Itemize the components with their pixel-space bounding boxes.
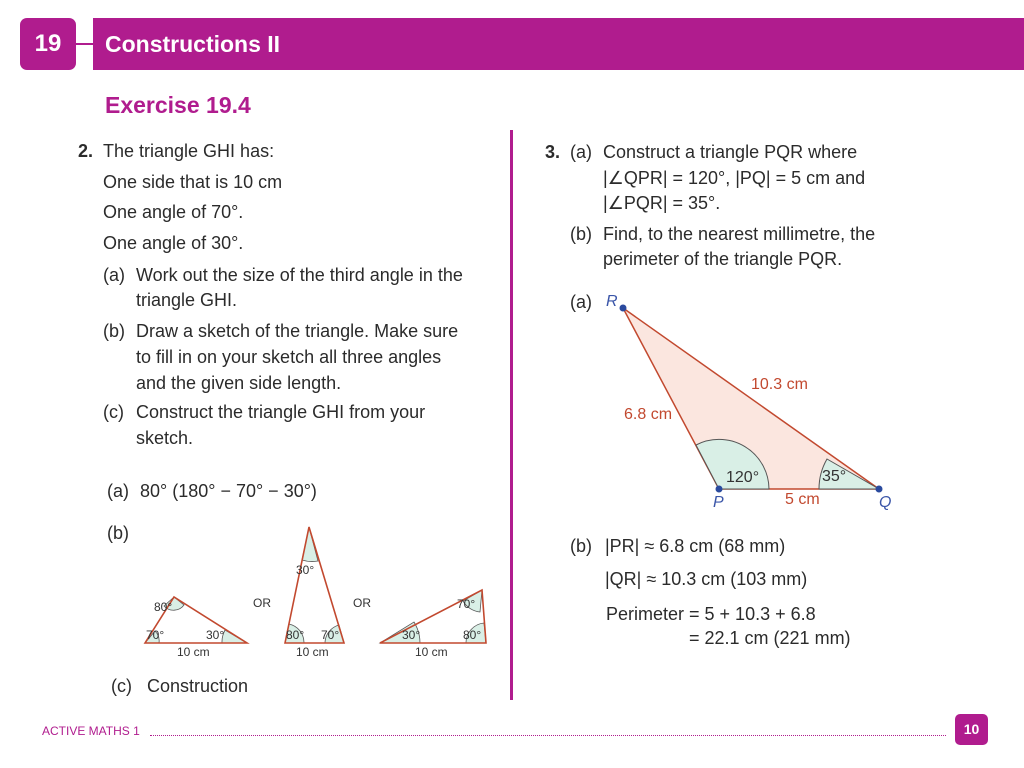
q3-perimeter-line-2: = 22.1 cm (221 mm)	[689, 628, 851, 648]
vertex-r-dot	[620, 305, 627, 312]
chapter-number: 19	[20, 18, 76, 70]
sketch2-base-label: 10 cm	[296, 645, 329, 659]
q3-number: 3.	[545, 142, 561, 162]
q2-part-b-line-3: and the given side length.	[136, 373, 342, 393]
side-pq-label: 5 cm	[785, 491, 820, 508]
sketch1-angle-right-label: 30°	[206, 628, 225, 642]
q2-number: 2.	[78, 141, 94, 161]
q2-answer-c-text: Construction	[147, 676, 249, 696]
q3-part-b-line-1: Find, to the nearest millimetre, the	[603, 224, 876, 244]
q2-part-b-line-2: to fill in on your sketch all three angles	[136, 347, 442, 367]
q3-answer-pr: |PR| ≈ 6.8 cm (68 mm)	[605, 536, 786, 556]
q2-line-4: One angle of 30°.	[103, 233, 244, 253]
vertex-r-label: R	[606, 293, 618, 310]
q2-part-b-line-1: Draw a sketch of the triangle. Make sure	[136, 321, 459, 341]
q3-perimeter-line-1: Perimeter = 5 + 10.3 + 6.8	[606, 604, 816, 624]
vertex-p-dot	[716, 486, 723, 493]
q2-part-c-line-2: sketch.	[136, 428, 194, 448]
q3-part-b-label: (b)	[570, 224, 592, 244]
or-label-1: OR	[253, 596, 271, 610]
vertex-q-dot	[876, 486, 883, 493]
q2-line-3: One angle of 70°.	[103, 202, 244, 222]
sketch3-angle-right-label: 80°	[463, 628, 482, 642]
vertex-p-label: P	[713, 494, 724, 511]
exercise-title: Exercise 19.4	[105, 92, 251, 118]
angle-q-label: 35°	[822, 468, 847, 485]
sketch1-angle-left-label: 70°	[146, 628, 165, 642]
q3-part-a-label: (a)	[570, 142, 592, 162]
or-label-2: OR	[353, 596, 371, 610]
q2-part-a-line-1: Work out the size of the third angle in the	[136, 265, 463, 285]
q2-part-a-line-2: triangle GHI.	[136, 290, 238, 310]
q3-answer-b-label: (b)	[570, 536, 592, 556]
vertex-q-label: Q	[879, 494, 892, 511]
side-qr-label: 10.3 cm	[751, 376, 808, 393]
q2-answer-c-label: (c)	[111, 676, 132, 696]
q3-part-b-line-2: perimeter of the triangle PQR.	[603, 249, 843, 269]
header-connector	[76, 43, 93, 45]
q2-answer-a-label: (a)	[107, 481, 129, 501]
q3-answer-qr: |QR| ≈ 10.3 cm (103 mm)	[605, 569, 808, 589]
sketch2-angle-top-label: 30°	[296, 563, 315, 577]
q2-part-b-label: (b)	[103, 321, 125, 341]
q3-part-a-line-3: |∠PQR| = 35°.	[603, 193, 721, 213]
side-pr-label: 6.8 cm	[624, 406, 673, 423]
page-number: 10	[955, 714, 988, 745]
q3-diagram-label: (a)	[570, 292, 592, 312]
angle-p-label: 120°	[726, 469, 760, 486]
chapter-title: Constructions II	[105, 31, 281, 57]
q2-part-c-line-1: Construct the triangle GHI from your	[136, 402, 426, 422]
sketch1-base-label: 10 cm	[177, 645, 210, 659]
q2-part-c-label: (c)	[103, 402, 124, 422]
q2-part-a-label: (a)	[103, 265, 125, 285]
q3-part-a-line-1: Construct a triangle PQR where	[603, 142, 858, 162]
column-divider	[510, 130, 513, 700]
sketch2-angle-right-label: 70°	[321, 628, 340, 642]
q3-part-a-line-2: |∠QPR| = 120°, |PQ| = 5 cm and	[603, 168, 866, 188]
q2-line-2: One side that is 10 cm	[103, 172, 283, 192]
sketch2-angle-left-label: 80°	[286, 628, 305, 642]
q2-answer-b-label: (b)	[107, 523, 129, 543]
q2-answer-a-text: 80° (180° − 70° − 30°)	[140, 481, 317, 501]
sketch3-base-label: 10 cm	[415, 645, 448, 659]
sketch3-angle-left-label: 30°	[402, 628, 421, 642]
sketch3-angle-top-label: 70°	[457, 597, 476, 611]
triangle-pqr	[0, 0, 1, 1]
q2-line-1: The triangle GHI has:	[103, 141, 275, 161]
sketch1-angle-top-label: 80°	[154, 600, 173, 614]
footer-book-title: ACTIVE MATHS 1	[42, 724, 140, 738]
footer-dotted-rule	[150, 735, 946, 736]
